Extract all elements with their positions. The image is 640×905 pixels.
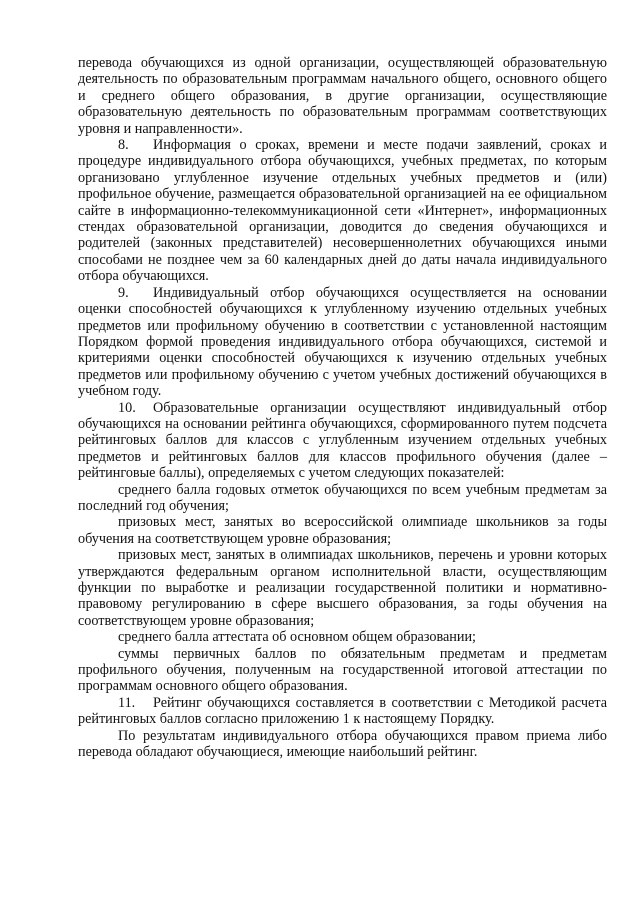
- paragraph-text: Информация о сроках, времени и месте подачи заявлений, сроках и процедуре индивидуального отбора обучающихся, учебных предметах, по которым организовано углубленное изучение отдельных учебных предметов и (или) профильное обучение, размещается образовательной организацией на ее официальном сайте в информационно-телекоммуникационной сети «Интернет», информационных стендах образовательной организации, доводится до сведения обучающихся и родителей (законных представителей) несовершеннолетних обучающихся иными способами не позднее чем за 60 календарных дней до даты начала индивидуального отбора обучающихся.: [78, 137, 607, 285]
- criteria-item-school-olympiads: [78, 547, 607, 629]
- criteria-item-exam-scores: [78, 646, 607, 695]
- paragraph-text: Образовательные организации осуществляют индивидуальный отбор обучающихся на основании рейтинга обучающихся, сформированного путем подсчета рейтинговых баллов для классов с углубленным изучением отдельных учебных предметов и рейтинговых баллов для классов профильного обучения (далее – рейтинговые баллы), определяемых с учетом следующих показателей:: [78, 399, 607, 482]
- paragraph-admission-result: [78, 728, 607, 761]
- paragraph-text: призовых мест, занятых во всероссийской олимпиаде школьников за годы обучения на соответствующем уровне образования;: [78, 514, 607, 547]
- paragraph-text: Рейтинг обучающихся составляется в соответствии с Методикой расчета рейтинговых баллов согласно приложению 1 к настоящему Порядку.: [78, 694, 607, 728]
- paragraph-text: Индивидуальный отбор обучающихся осуществляется на основании оценки способностей обучающихся к углубленному изучению отдельных учебных предметов или профильному обучению в соответствии с установленной настоящим Порядком формой проведения индивидуального отбора обучающихся, системой и критериями оценки способностей обучающихся к изучению отдельных учебных предметов или профильному обучению с учетом учебных достижений обучающихся в учебном году.: [78, 284, 607, 400]
- criteria-item-average-grade: [78, 482, 607, 515]
- paragraph-number: 11.: [118, 694, 136, 711]
- paragraph-text: перевода обучающихся из одной организации, осуществляющей образовательную деятельность по образовательным программам начального общего, основного общего и среднего общего образования, в другие организации, осуществляющие образовательную деятельность по образовательным программам соответствующих уровня и направленности».: [78, 55, 607, 137]
- paragraph-item-10: [78, 400, 607, 482]
- criteria-item-certificate-grade: [78, 629, 607, 645]
- paragraph-item-9: [78, 285, 607, 400]
- paragraph-item-8: [78, 137, 607, 285]
- paragraph-number: 10.: [118, 399, 136, 416]
- paragraph-text: По результатам индивидуального отбора обучающихся правом приема либо перевода обладают обучающиеся, имеющие наибольший рейтинг.: [78, 727, 607, 761]
- paragraph-number: 8.: [118, 137, 129, 154]
- paragraph-text: призовых мест, занятых в олимпиадах школьников, перечень и уровни которых утверждаются федеральным органом исполнительной власти, осуществляющим функции по выработке и реализации государственной политики и нормативно-правовому регулированию в сфере высшего образования, за годы обучения на соответствующем уровне образования;: [78, 547, 607, 629]
- paragraph-text: среднего балла аттестата об основном общем образовании;: [118, 629, 476, 646]
- paragraph-number: 9.: [118, 284, 129, 301]
- paragraph-intro-continuation: [78, 55, 607, 137]
- paragraph-text: суммы первичных баллов по обязательным предметам и предметам профильного обучения, полученным на государственной итоговой аттестации по программам основного общего образования.: [78, 645, 607, 695]
- paragraph-text: среднего балла годовых отметок обучающихся по всем учебным предметам за последний год обучения;: [78, 481, 607, 514]
- criteria-item-all-russian-olympiad: [78, 514, 607, 547]
- paragraph-item-11: [78, 695, 607, 728]
